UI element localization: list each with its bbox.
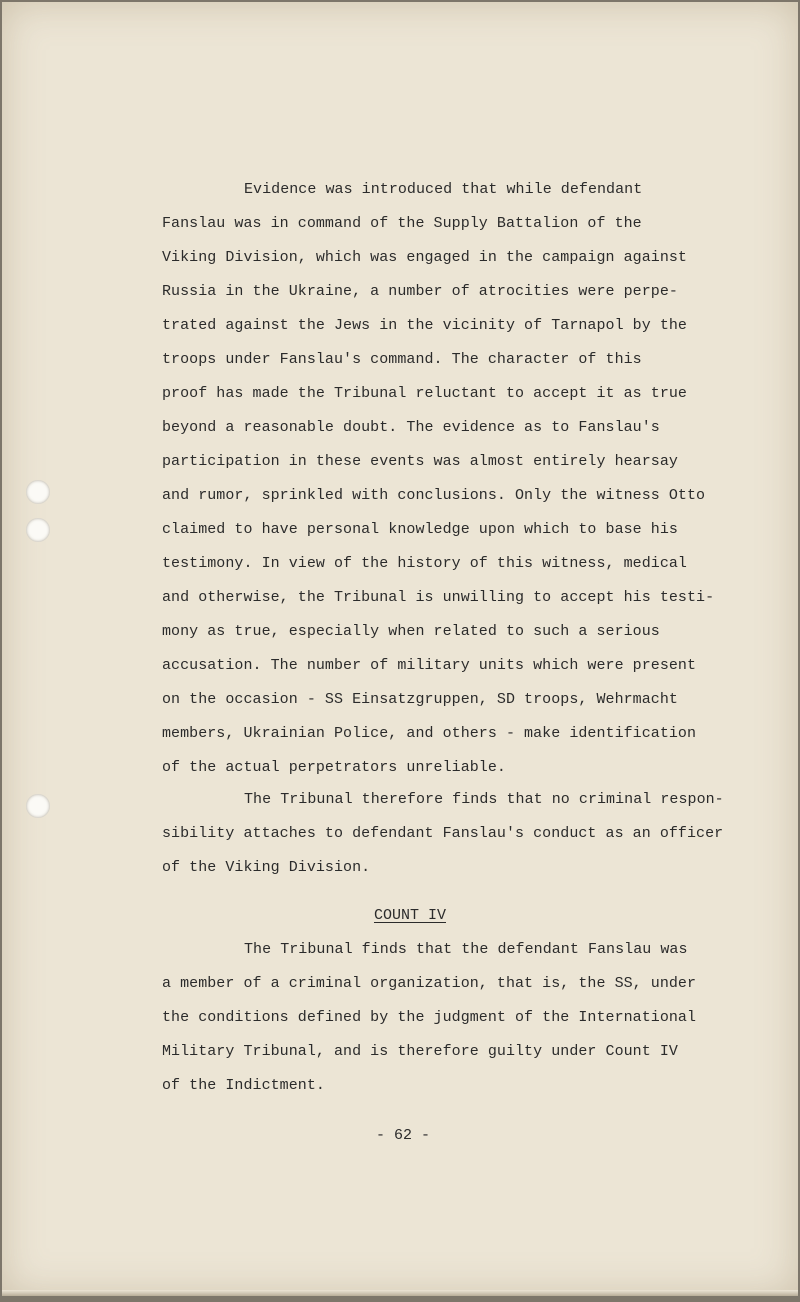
page-edge (2, 1290, 798, 1296)
text-line: sibility attaches to defendant Fanslau's conduct as an officer (162, 825, 724, 842)
text-line: Fanslau was in command of the Supply Battalion of the (162, 215, 642, 232)
page-number: - 62 - (375, 1127, 430, 1144)
count-heading: COUNT IV (373, 907, 446, 924)
text-line: the conditions defined by the judgment of the International (162, 1009, 697, 1026)
text-line: The Tribunal therefore finds that no criminal respon- (244, 791, 724, 808)
text-line: beyond a reasonable doubt. The evidence as to Fanslau's (162, 419, 660, 436)
text-line: of the actual perpetrators unreliable. (162, 759, 506, 776)
text-line: Russia in the Ukraine, a number of atrocities were perpe- (162, 283, 678, 300)
text-line: and rumor, sprinkled with conclusions. Only the witness Otto (162, 487, 706, 504)
text-line: testimony. In view of the history of this witness, medical (162, 555, 687, 572)
text-line: participation in these events was almost entirely hearsay (162, 453, 678, 470)
text-line: troops under Fanslau's command. The character of this (162, 351, 642, 368)
text-line: and otherwise, the Tribunal is unwilling to accept his testi- (162, 589, 715, 606)
text-line: proof has made the Tribunal reluctant to accept it as true (162, 385, 687, 402)
text-line: The Tribunal finds that the defendant Fanslau was (244, 941, 688, 958)
text-line: of the Viking Division. (162, 859, 371, 876)
text-line: Evidence was introduced that while defendant (244, 181, 643, 198)
count-paragraph (2, 2, 798, 1296)
text-line: mony as true, especially when related to such a serious (162, 623, 660, 640)
text-line: accusation. The number of military units which were present (162, 657, 697, 674)
text-line: Military Tribunal, and is therefore guilty under Count IV (162, 1043, 678, 1060)
text-line: claimed to have personal knowledge upon which to base his (162, 521, 678, 538)
text-line: of the Indictment. (162, 1077, 325, 1094)
text-line: members, Ukrainian Police, and others - make identification (162, 725, 697, 742)
text-line: trated against the Jews in the vicinity of Tarnapol by the (162, 317, 687, 334)
text-line: a member of a criminal organization, that is, the SS, under (162, 975, 697, 992)
text-line: on the occasion - SS Einsatzgruppen, SD troops, Wehrmacht (162, 691, 678, 708)
text-line: Viking Division, which was engaged in the campaign against (162, 249, 687, 266)
document-page (2, 2, 798, 1296)
